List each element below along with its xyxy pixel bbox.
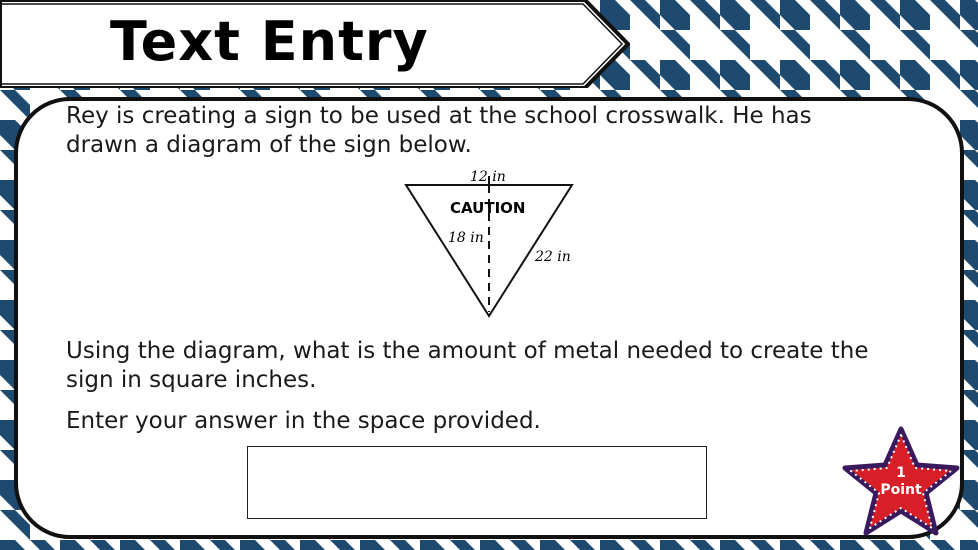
sign-diagram bbox=[400, 160, 580, 322]
question-intro: Rey is creating a sign to be used at the school crosswalk. He has drawn a diagram of the sign below. bbox=[66, 103, 812, 158]
point-value: 1 bbox=[896, 465, 906, 481]
top-width-label: 12 in bbox=[470, 169, 506, 185]
page-title: Text Entry bbox=[110, 10, 429, 73]
answer-instruction: Enter your answer in the space provided. bbox=[66, 408, 541, 434]
point-badge bbox=[840, 465, 962, 499]
height-label: 18 in bbox=[448, 230, 484, 246]
question-prompt: Using the diagram, what is the amount of metal needed to create the sign in square inches. bbox=[66, 338, 869, 393]
caution-text: CAUTION bbox=[450, 199, 526, 217]
point-unit: Point bbox=[880, 482, 922, 498]
side-length-label: 22 in bbox=[535, 249, 571, 265]
answer-input[interactable] bbox=[247, 446, 707, 519]
